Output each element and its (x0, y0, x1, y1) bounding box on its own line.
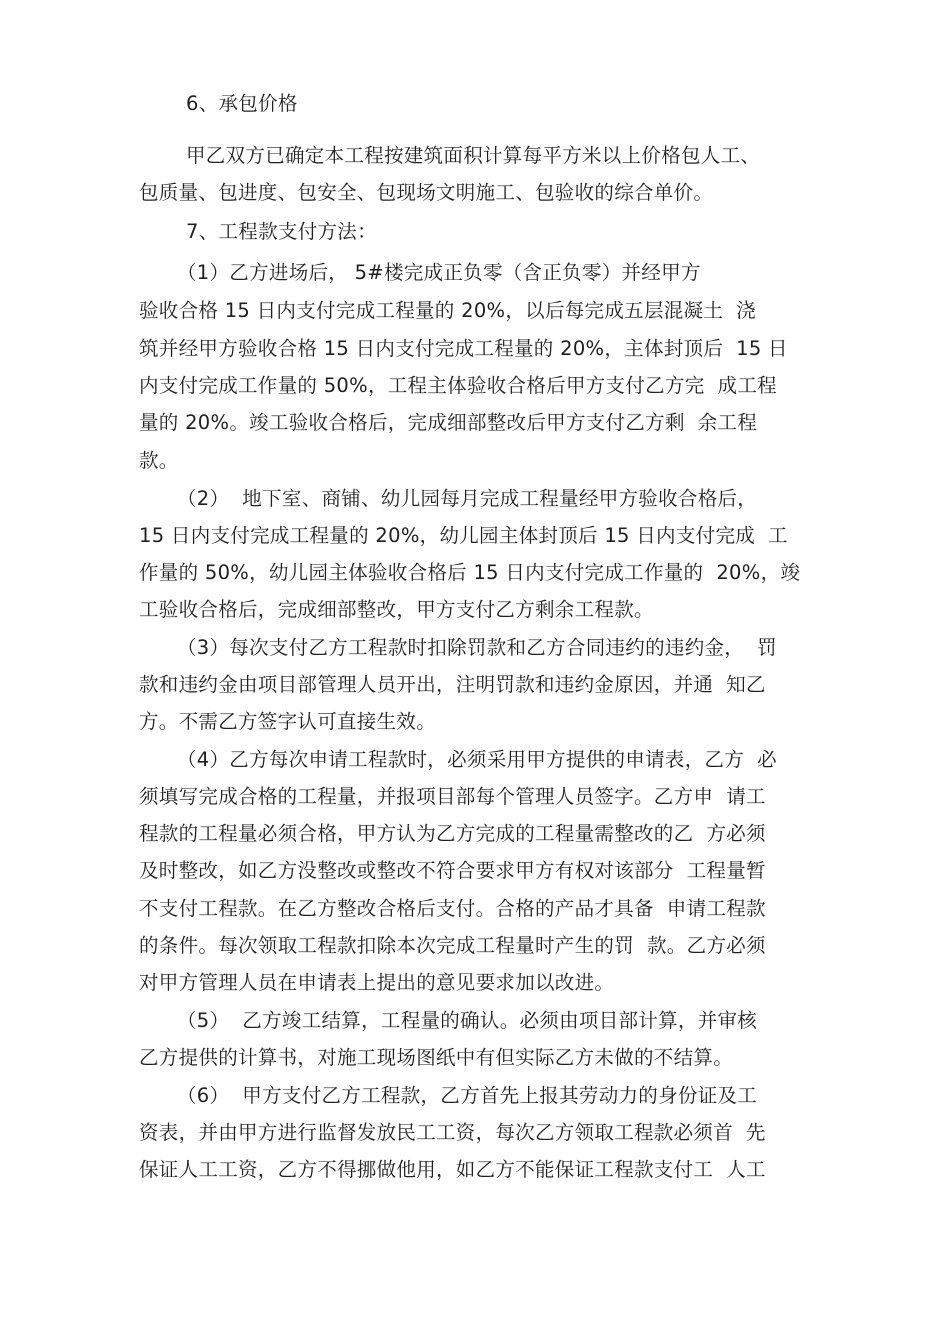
clause-1-line: 款。 (139, 449, 179, 472)
clause-4-line: （4）乙方每次申请工程款时，必须采用甲方提供的申请表，乙方 必 (177, 748, 777, 771)
clause-3-line: 方。不需乙方签字认可直接生效。 (139, 710, 437, 733)
clause-4-line: 的条件。每次领取工程款扣除本次完成工程量时产生的罚 款。乙方必须 (139, 934, 766, 957)
clause-2-line: （2） 地下室、商铺、幼儿园每月完成工程量经甲方验收合格后， (177, 487, 758, 510)
clause-2-line: 作量的 50%，幼儿园主体验收合格后 15 日内支付完成工作量的 20%，竣 (139, 561, 801, 584)
section-heading-payment-method: 7、工程款支付方法： (186, 220, 377, 243)
clause-1-line: （1）乙方进场后， 5#楼完成正负零（含正负零）并经甲方 (177, 261, 701, 284)
clause-1-line: 验收合格 15 日内支付完成工程量的 20%，以后每完成五层混凝土 浇 (139, 299, 756, 322)
clause-2-line: 15 日内支付完成工程量的 20%，幼儿园主体封顶后 15 日内支付完成 工 (139, 524, 788, 547)
clause-1-line: 筑并经甲方验收合格 15 日内支付完成工程量的 20%，主体封顶后 15 日 (139, 337, 788, 360)
clause-1-line: 量的 20%。竣工验收合格后，完成细部整改后甲方支付乙方剩 余工程 (139, 411, 758, 434)
clause-5-line: （5） 乙方竣工结算，工程量的确认。必须由项目部计算，并审核 (177, 1009, 758, 1032)
clause-3-line: 款和违约金由项目部管理人员开出，注明罚款和违约金原因，并通 知乙 (139, 673, 766, 696)
clause-5-line: 乙方提供的计算书，对施工现场图纸中有但实际乙方未做的不结算。 (139, 1046, 734, 1069)
paragraph-line: 甲乙双方已确定本工程按建筑面积计算每平方米以上价格包人工、 (186, 144, 761, 167)
clause-1-line: 内支付完成工作量的 50%，工程主体验收合格后甲方支付乙方完 成工程 (139, 374, 777, 397)
section-heading-contract-price: 6、承包价格 (186, 92, 298, 115)
clause-4-line: 须填写完成合格的工程量，并报项目部每个管理人员签字。乙方申 请工 (139, 785, 766, 808)
clause-3-line: （3）每次支付乙方工程款时扣除罚款和乙方合同违约的违约金， 罚 (177, 636, 777, 659)
clause-6-line: 资表，并由甲方进行监督发放民工工资，每次乙方领取工程款必须首 先 (139, 1121, 766, 1144)
clause-2-line: 工验收合格后，完成细部整改，甲方支付乙方剩余工程款。 (139, 598, 654, 621)
clause-6-line: 保证人工工资，乙方不得挪做他用，如乙方不能保证工程款支付工 人工 (139, 1158, 766, 1181)
clause-4-line: 及时整改，如乙方没整改或整改不符合要求甲方有权对该部分 工程量暂 (139, 859, 766, 882)
clause-4-line: 程款的工程量必须合格，甲方认为乙方完成的工程量需整改的乙 方必须 (139, 822, 766, 845)
clause-6-line: （6） 甲方支付乙方工程款，乙方首先上报其劳动力的身份证及工 (177, 1084, 758, 1107)
clause-4-line: 不支付工程款。在乙方整改合格后支付。合格的产品才具备 申请工程款 (139, 897, 766, 920)
paragraph-line: 包质量、包进度、包安全、包现场文明施工、包验收的综合单价。 (139, 181, 714, 204)
clause-4-line: 对甲方管理人员在申请表上提出的意见要求加以改进。 (139, 971, 615, 994)
